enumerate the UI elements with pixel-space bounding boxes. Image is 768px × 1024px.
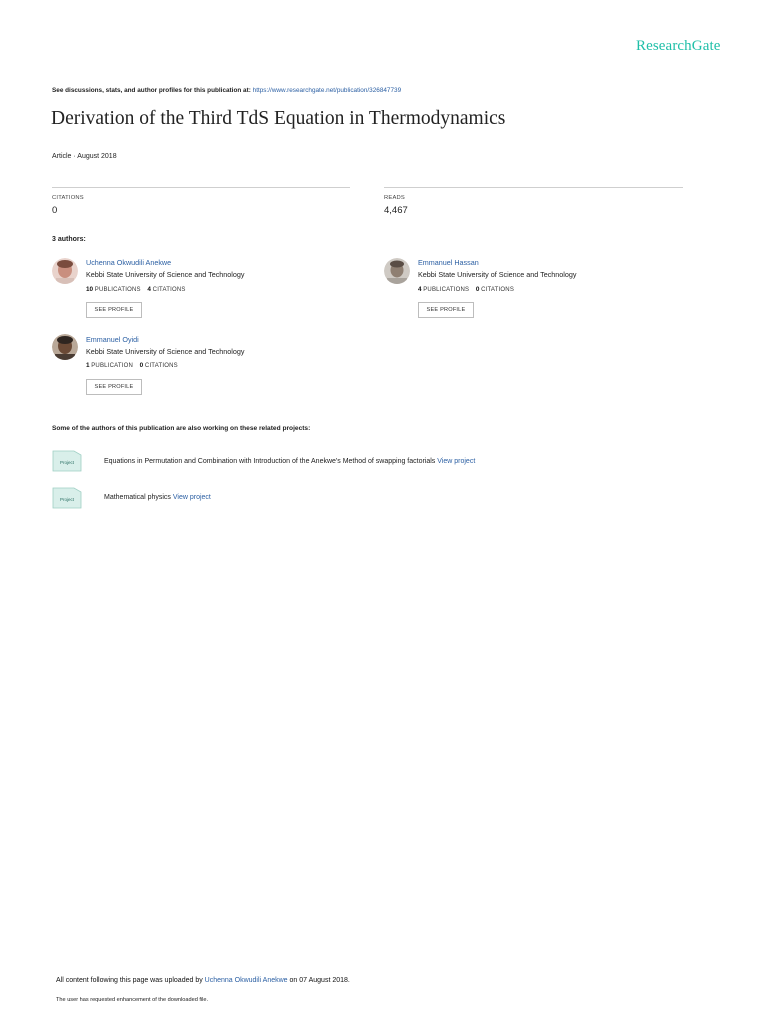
- author-stats: [418, 286, 514, 293]
- reads-label: READS: [384, 195, 405, 201]
- citations-count: 0: [139, 362, 144, 369]
- see-profile-button[interactable]: SEE PROFILE: [418, 302, 474, 318]
- see-profile-button[interactable]: SEE PROFILE: [86, 302, 142, 318]
- upload-footer: [56, 977, 350, 984]
- publication-url-link[interactable]: https://www.researchgate.net/publication/326847739: [252, 87, 402, 94]
- uploader-link[interactable]: Uchenna Okwudili Anekwe: [204, 977, 288, 984]
- see-discussions-text: See discussions, stats, and author profiles for this publication at:: [52, 87, 251, 94]
- author-name-link[interactable]: Emmanuel Oyidi: [86, 335, 139, 344]
- author-stats: [86, 362, 178, 369]
- author-name-link[interactable]: Emmanuel Hassan: [418, 258, 479, 267]
- publications-count: 1: [86, 362, 90, 369]
- footer-prefix: All content following this page was uploaded by: [56, 977, 203, 984]
- citations-label: CITATIONS: [481, 287, 515, 293]
- project-icon: [52, 450, 82, 472]
- author-name-link[interactable]: Uchenna Okwudili Anekwe: [86, 258, 172, 267]
- project-icon-label: Project: [59, 460, 75, 465]
- author-institution: Kebbi State University of Science and Technology: [86, 270, 245, 279]
- project-icon: [52, 487, 82, 509]
- footer-suffix: on 07 August 2018.: [289, 977, 350, 984]
- citations-count: 4: [147, 286, 151, 293]
- citations-count: 0: [475, 286, 480, 293]
- avatar[interactable]: [384, 258, 410, 284]
- reads-divider: [384, 187, 683, 188]
- researchgate-logo[interactable]: ResearchGate: [636, 38, 721, 54]
- author-stats: [86, 286, 186, 293]
- citations-divider: [52, 187, 350, 188]
- view-project-link[interactable]: View project: [172, 494, 211, 501]
- see-profile-button[interactable]: SEE PROFILE: [86, 379, 142, 395]
- enhancement-note: The user has requested enhancement of the downloaded file.: [56, 997, 209, 1003]
- citations-label: CITATIONS: [52, 195, 84, 201]
- publication-title: Derivation of the Third TdS Equation in Thermodynamics: [51, 108, 506, 129]
- citations-label: CITATIONS: [152, 287, 186, 293]
- publications-label: PUBLICATIONS: [94, 287, 141, 293]
- related-project-item: [104, 494, 211, 501]
- publications-label: PUBLICATIONS: [423, 287, 470, 293]
- authors-count: 3 authors:: [52, 236, 86, 243]
- author-institution: Kebbi State University of Science and Technology: [86, 347, 245, 356]
- see-discussions-line: [52, 87, 401, 94]
- publications-count: 10: [86, 286, 94, 293]
- view-project-link[interactable]: View project: [437, 458, 476, 465]
- project-title: Equations in Permutation and Combination with Introduction of the Anekwe's Method of swapping factorials: [104, 458, 436, 465]
- publications-label: PUBLICATION: [91, 363, 133, 369]
- citations-label: CITATIONS: [144, 363, 178, 369]
- related-project-item: [104, 458, 475, 465]
- avatar[interactable]: [52, 258, 78, 284]
- publications-count: 4: [418, 286, 422, 293]
- related-projects-heading: Some of the authors of this publication are also working on these related projects:: [52, 425, 311, 432]
- article-meta: Article · August 2018: [52, 153, 117, 160]
- author-institution: Kebbi State University of Science and Technology: [418, 270, 577, 279]
- project-icon-label: Project: [59, 497, 75, 502]
- project-title: Mathematical physics: [104, 494, 171, 501]
- avatar[interactable]: [52, 334, 78, 360]
- citations-value: 0: [52, 205, 58, 216]
- reads-value: 4,467: [384, 205, 408, 216]
